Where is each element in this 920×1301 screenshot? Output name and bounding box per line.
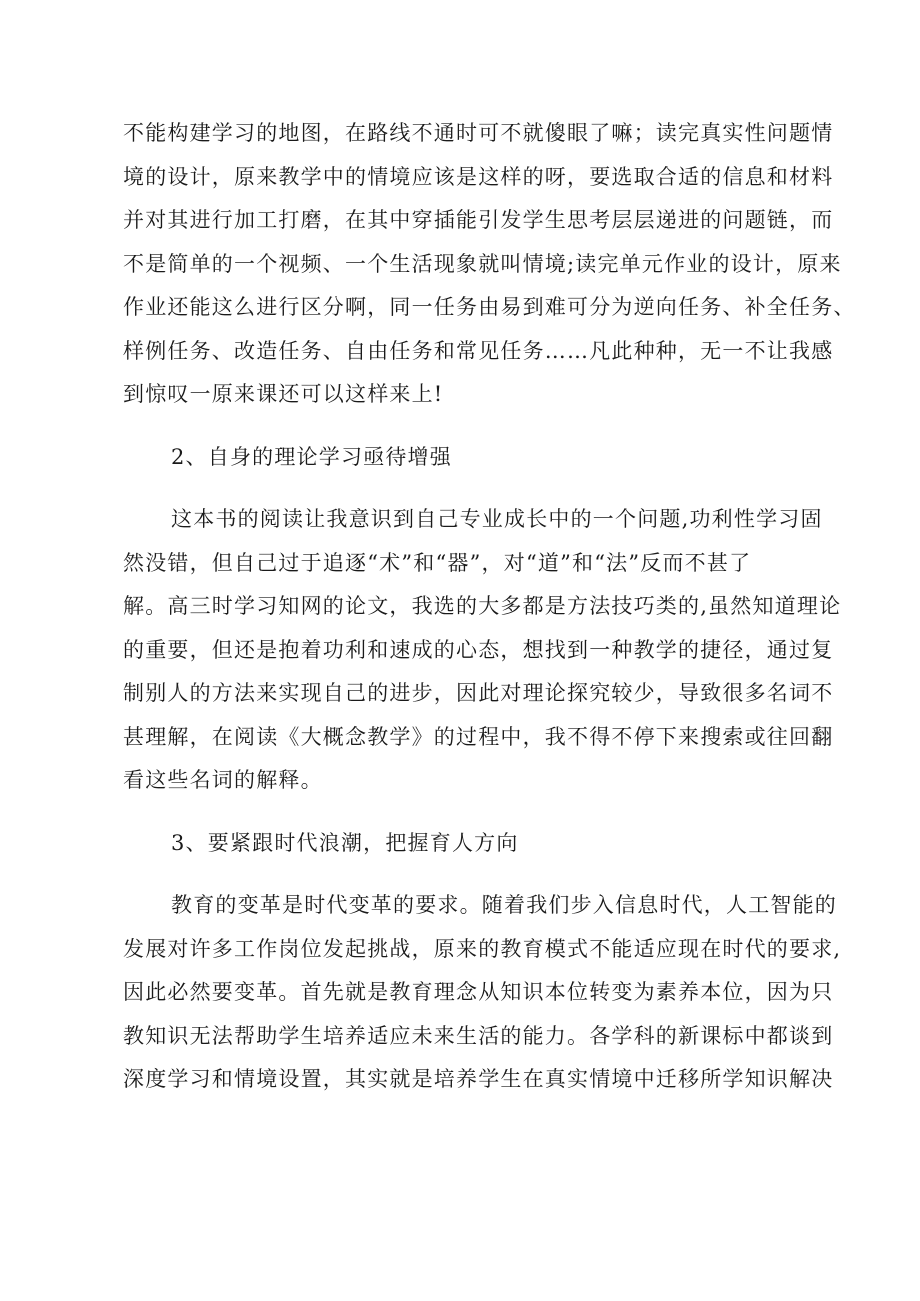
section-heading-2: 2、自身的理论学习亟待增强 — [171, 444, 452, 469]
paragraph-line: 然没错，但自己过于追逐“术”和“器”，对“道”和“法”反而不甚了 — [123, 550, 752, 575]
paragraph-line: 并对其进行加工打磨，在其中穿插能引发学生思考层层递进的问题链，而 — [123, 208, 834, 232]
paragraph-line: 解。高三时学习知网的论文，我选的大多都是方法技巧类的,虽然知道理论 — [123, 594, 842, 618]
paragraph-line: 不能构建学习的地图，在路线不通时可不就傻眼了嘛；读完真实性问题情 — [123, 121, 834, 145]
paragraph-line: 样例任务、改造任务、自由任务和常见任务……凡此种种，无一不让我感 — [123, 338, 834, 363]
paragraph-line: 甚理解，在阅读《大概念教学》的过程中，我不得不停下来搜索或往回翻 — [123, 724, 834, 749]
paragraph-line: 看这些名词的解释。 — [123, 768, 323, 792]
paragraph-line: 深度学习和情境设置，其实就是培养学生在真实情境中迁移所学知识解决 — [123, 1067, 834, 1091]
paragraph-1 — [123, 112, 856, 417]
paragraph-line: 不是简单的一个视频、一个生活现象就叫情境;读完单元作业的设计，原来 — [123, 251, 842, 276]
paragraph-line: 制别人的方法来实现自己的进步，因此对理论探究较少，导致很多名词不 — [123, 681, 834, 705]
paragraph-line: 教知识无法帮助学生培养适应未来生活的能力。各学科的新课标中都谈到 — [123, 1023, 834, 1048]
paragraph-line: 到惊叹一原来课还可以这样来上! — [123, 382, 444, 406]
paragraph-line: 这本书的阅读让我意识到自己专业成长中的一个问题,功利性学习固 — [171, 507, 823, 531]
paragraph-3 — [123, 884, 842, 1102]
paragraph-line: 教育的变革是时代变革的要求。随着我们步入信息时代，人工智能的 — [171, 893, 837, 917]
section-heading-3: 3、要紧跟时代浪潮，把握育人方向 — [171, 830, 519, 855]
paragraph-line: 境的设计，原来教学中的情境应该是这样的呀，要选取合适的信息和材料 — [123, 164, 834, 189]
paragraph-line: 发展对许多工作岗位发起挑战，原来的教育模式不能适应现在时代的要求, — [123, 936, 842, 961]
paragraph-line: 作业还能这么进行区分啊，同一任务由易到难可分为逆向任务、补全任务、 — [123, 295, 856, 319]
document-body — [123, 112, 856, 1102]
paragraph-line: 因此必然要变革。首先就是教育理念从知识本位转变为素养本位，因为只 — [123, 980, 834, 1004]
paragraph-line: 的重要，但还是抱着功利和速成的心态，想找到一种教学的捷径，通过复 — [123, 637, 834, 662]
paragraph-2 — [123, 498, 842, 803]
